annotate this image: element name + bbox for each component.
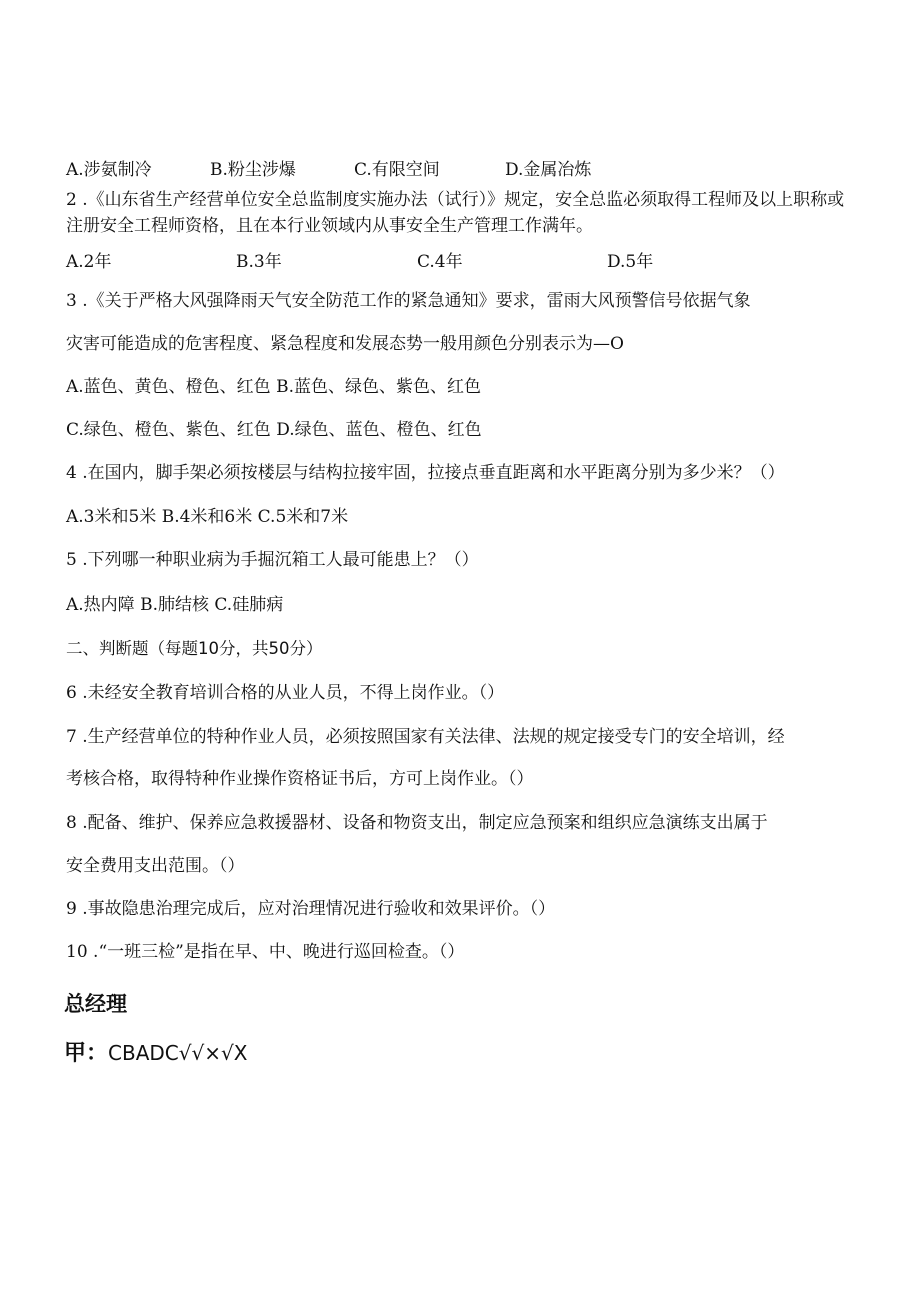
q10-text: 10 .“一班三检”是指在早、中、晚进行巡回检查。（） [66,942,465,962]
q2-text: 2 .《山东省生产经营单位安全总监制度实施办法（试行）》规定，安全总监必须取得工程师及以上职称或注册安全工程师资格，且在本行业领域内从事安全生产管理工作满年。 [66,190,845,236]
q9-text: 9 .事故隐患治理完成后，应对治理情况进行验收和效果评价。（） [66,899,556,919]
q6-text: 6 .未经安全教育培训合格的从业人员，不得上岗作业。（） [66,683,505,703]
q7-text-line2: 考核合格，取得特种作业操作资格证书后，方可上岗作业。（） [66,769,534,789]
q4-text: 4 .在国内，脚手架必须按楼层与结构拉接牢固，拉接点垂直距离和水平距离分别为多少米？（） [66,463,785,483]
q3-text-line2: 灾害可能造成的危害程度、紧急程度和发展态势一般用颜色分别表示为—O [66,334,624,354]
q7-text-line1: 7 .生产经营单位的特种作业人员，必须按照国家有关法律、法规的规定接受专门的安全培训，经 [66,727,785,747]
q2-option-b: B.3年 [236,252,282,272]
answers-label: 甲： [64,1041,109,1066]
q1-option-b: B.粉尘涉爆 [210,160,296,180]
q8-text-line2: 安全费用支出范围。（） [66,856,245,876]
answers-value: CBADC√√×√X [108,1041,248,1065]
q2-option-a: A.2年 [66,252,112,272]
q1-option-a: A.涉氨制冷 [66,160,152,180]
q2-option-d: D.5年 [607,252,654,272]
q3-options-line2: C.绿色、橙色、紫色、红色 D.绿色、蓝色、橙色、红色 [66,420,482,440]
q3-text-line1: 3 .《关于严格大风强降雨天气安全防范工作的紧急通知》要求，雷雨大风预警信号依据气象 [66,291,751,311]
q5-text: 5 .下列哪一种职业病为手掘沉箱工人最可能患上？（） [66,550,479,570]
q5-options: A.热内障 B.肺结核 C.硅肺病 [66,595,284,615]
answers-row [64,1036,247,1067]
q1-option-c: C.有限空间 [354,160,440,180]
q2-option-c: C.4年 [417,252,463,272]
q8-text-line1: 8 .配备、维护、保养应急救援器材、设备和物资支出，制定应急预案和组织应急演练支出属于 [66,813,768,833]
q3-options-line1: A.蓝色、黄色、橙色、红色 B.蓝色、绿色、紫色、红色 [66,377,481,397]
answers-heading: 总经理 [64,992,127,1016]
q1-option-d: D.金属冶炼 [505,160,592,180]
section-true-false-heading: 二、判断题（每题10分，共50分） [66,639,323,658]
q4-options: A.3米和5米 B.4米和6米 C.5米和7米 [66,507,349,527]
